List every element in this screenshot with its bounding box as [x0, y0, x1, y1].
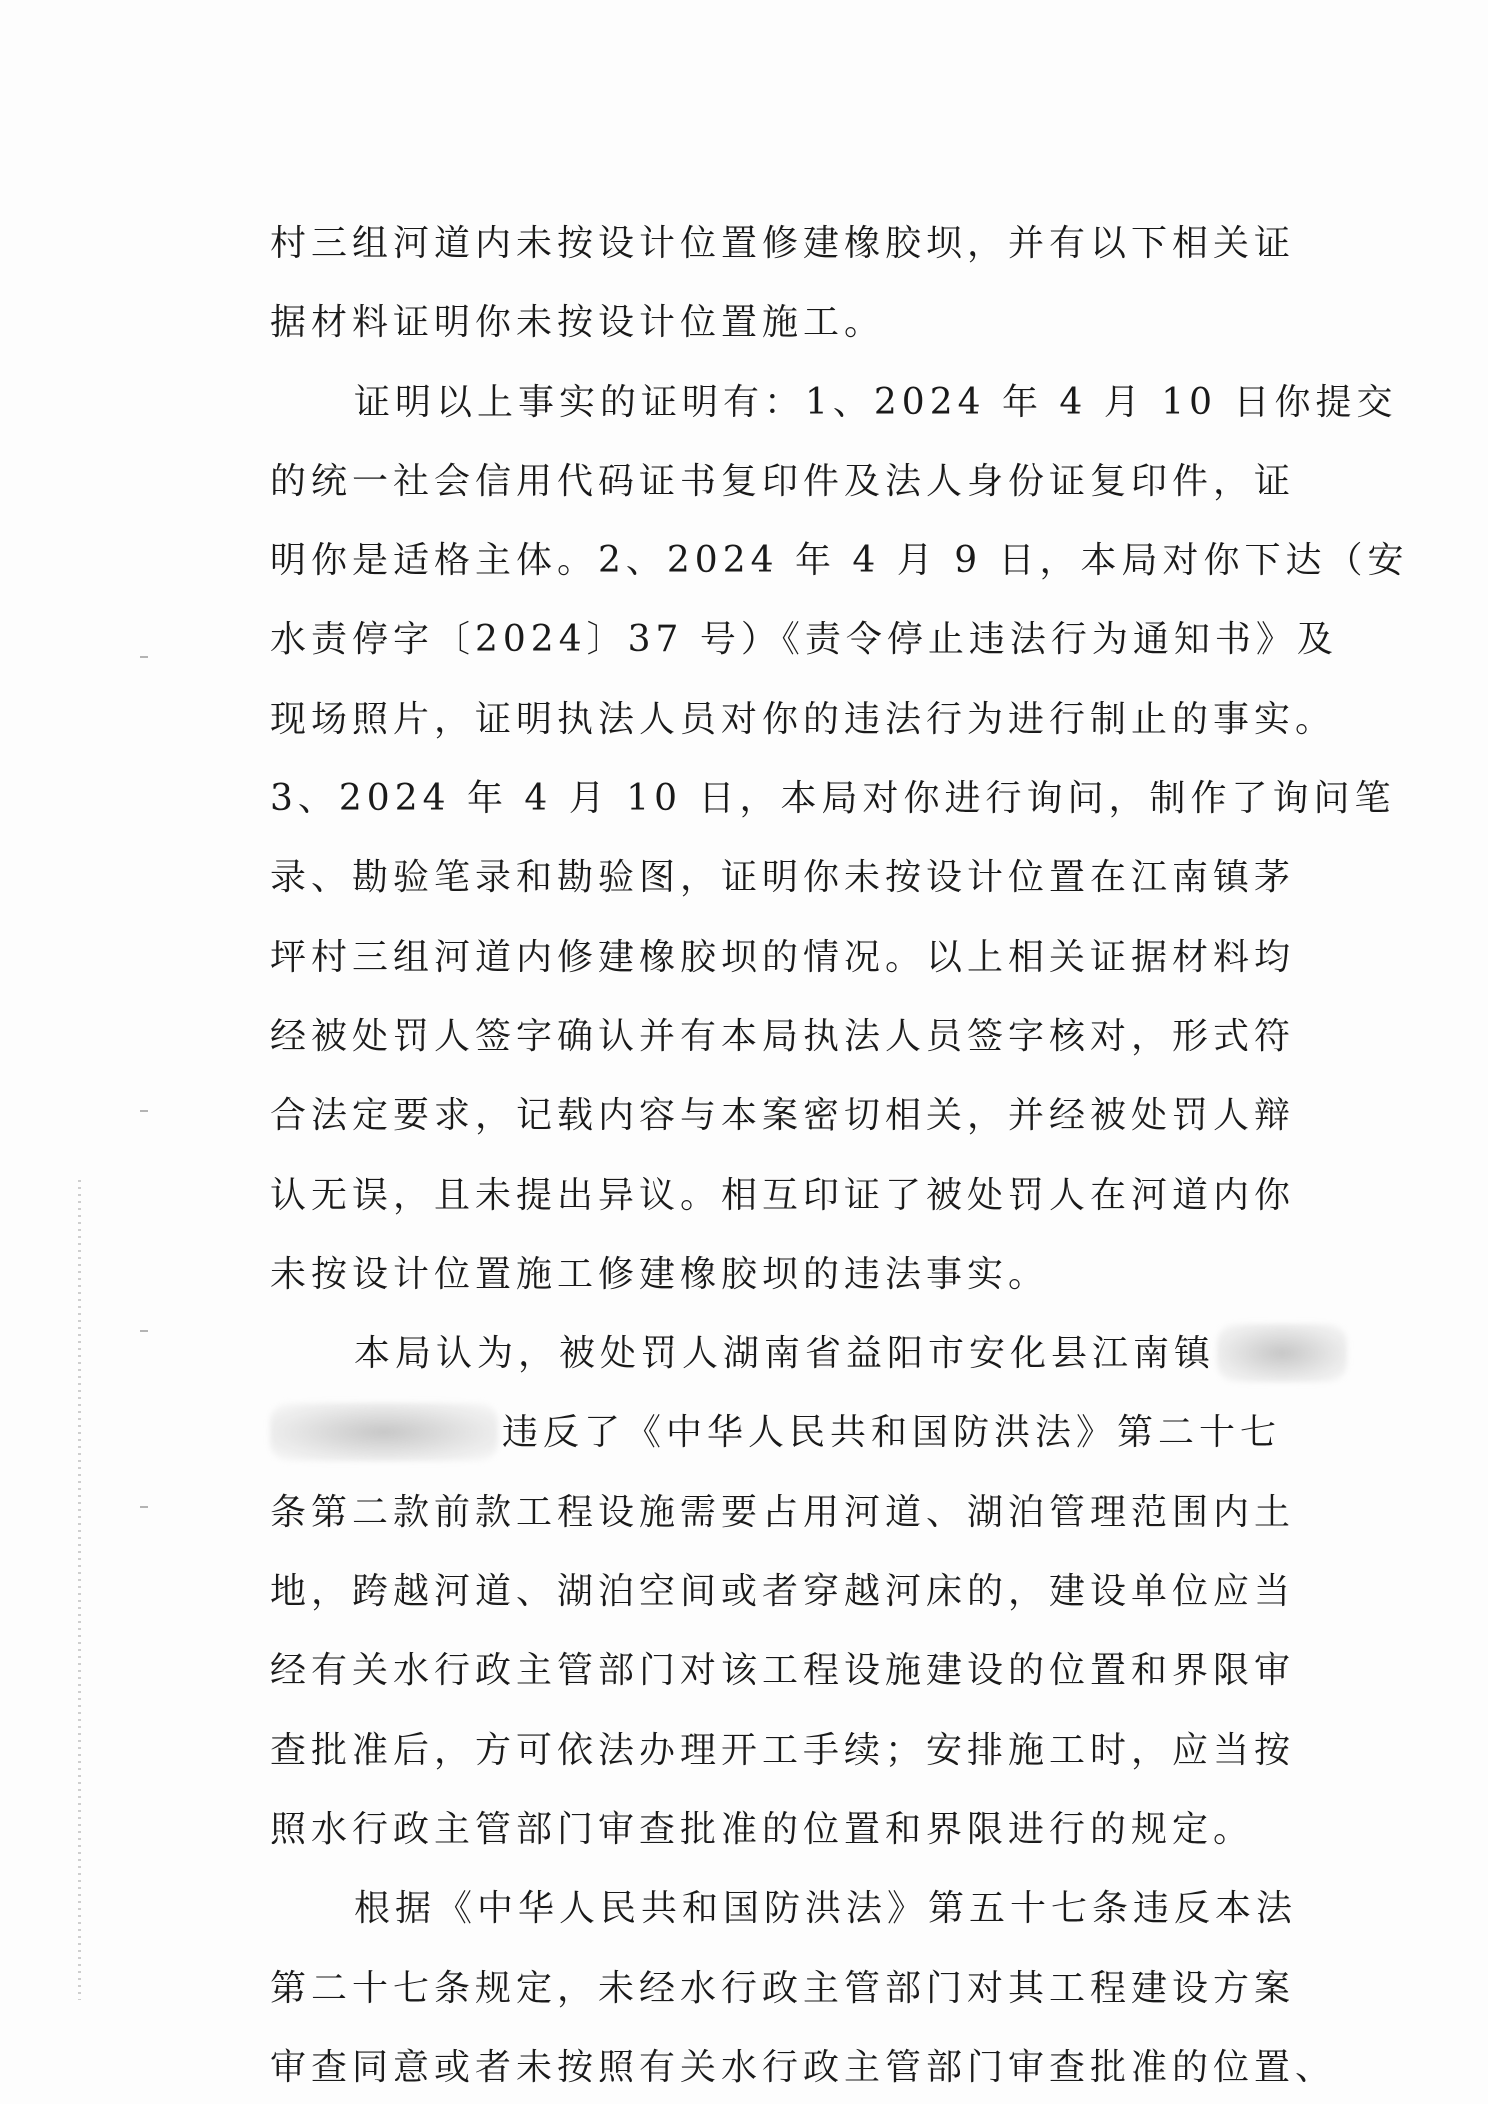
- text-segment: 本局认为，被处罚人湖南省益阳市安化县江南镇: [354, 1333, 1216, 1375]
- text-line: 证明以上事实的证明有：1、2024 年 4 月 10 日你提交: [354, 381, 1398, 423]
- text-line: 经被处罚人签字确认并有本局执法人员签字核对，形式符: [270, 1015, 1296, 1057]
- text-line: 第二十七条规定，未经水行政主管部门对其工程建设方案: [270, 1967, 1296, 2009]
- text-line: 经有关水行政主管部门对该工程设施建设的位置和界限审: [270, 1650, 1296, 1692]
- text-line-with-redaction: [270, 1314, 1230, 1393]
- text-line: 的统一社会信用代码证书复印件及法人身份证复印件，证: [270, 460, 1296, 502]
- text-line: 村三组河道内未按设计位置修建橡胶坝，并有以下相关证: [270, 223, 1296, 264]
- text-line: 根据《中华人民共和国防洪法》第五十七条违反本法: [354, 1888, 1298, 1930]
- text-line: 明你是适格主体。2、2024 年 4 月 9 日，本局对你下达（安: [270, 540, 1409, 582]
- text-line: 录、勘验笔录和勘验图，证明你未按设计位置在江南镇茅: [270, 857, 1296, 899]
- text-line: 合法定要求，记载内容与本案密切相关，并经被处罚人辩: [270, 1095, 1296, 1137]
- scan-mark: [140, 1330, 148, 1332]
- text-line: 水责停字〔2024〕37 号）《责令停止违法行为通知书》及: [270, 619, 1338, 661]
- text-line: 地，跨越河道、湖泊空间或者穿越河床的，建设单位应当: [270, 1571, 1296, 1613]
- text-line: 现场照片，证明执法人员对你的违法行为进行制止的事实。: [270, 698, 1337, 740]
- text-line: 条第二款前款工程设施需要占用河道、湖泊管理范围内土: [270, 1491, 1296, 1533]
- scan-mark: [140, 1506, 148, 1508]
- scan-mark: [140, 656, 148, 658]
- text-line: 坪村三组河道内修建橡胶坝的情况。以上相关证据材料均: [270, 936, 1296, 978]
- text-line: 照水行政主管部门审查批准的位置和界限进行的规定。: [270, 1808, 1255, 1850]
- scan-mark: [140, 1110, 148, 1112]
- redacted-area: [270, 1403, 498, 1461]
- text-line-with-redaction: [270, 1393, 1282, 1472]
- text-line: 查批准后，方可依法办理开工手续；安排施工时，应当按: [270, 1729, 1296, 1771]
- text-segment: 违反了《中华人民共和国防洪法》第二十七: [502, 1412, 1282, 1454]
- text-line: 认无误，且未提出异议。相互印证了被处罚人在河道内你: [270, 1174, 1296, 1216]
- text-line: 审查同意或者未按照有关水行政主管部门审查批准的位置、: [270, 2046, 1337, 2088]
- text-line: 未按设计位置施工修建橡胶坝的违法事实。: [270, 1253, 1050, 1295]
- text-line: 据材料证明你未按设计位置施工。: [270, 302, 886, 344]
- redacted-area: [1217, 1324, 1347, 1382]
- scan-edge-artifact: [78, 1180, 81, 2000]
- document-body: [270, 204, 1409, 2107]
- text-line: 3、2024 年 4 月 10 日，本局对你进行询问，制作了询问笔: [270, 778, 1396, 820]
